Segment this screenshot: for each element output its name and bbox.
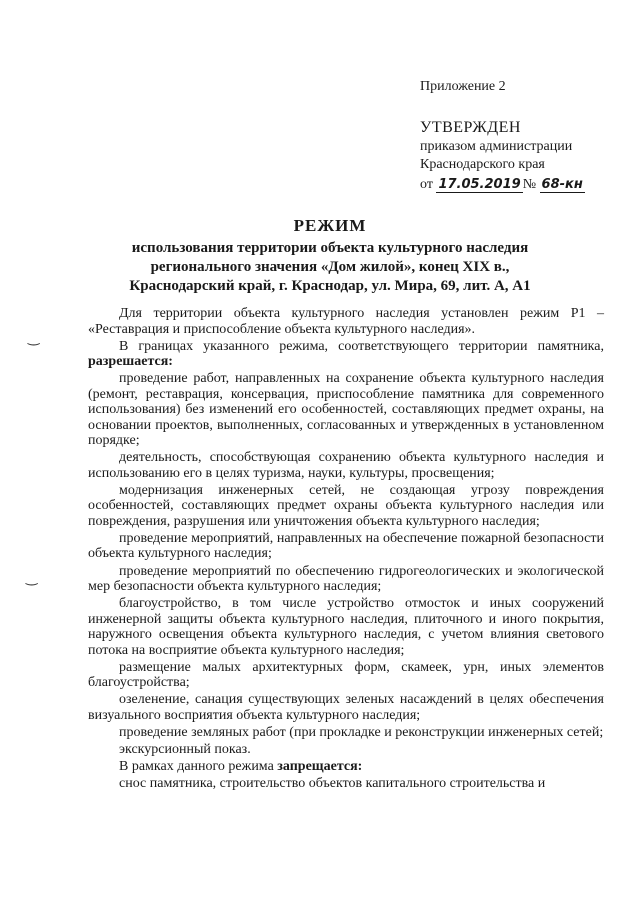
approved-stamp-text: УТВЕРЖДЕН (420, 119, 521, 136)
order-number-sign: № (522, 177, 537, 192)
list-item: проведение мероприятий по обеспечению гидрогеологических и экологической мер безопасности объекта культурного наследия; (88, 563, 604, 595)
document-title (110, 216, 550, 296)
order-number: 68-кн (541, 177, 583, 192)
allowed-keyword: разрешается: (88, 354, 173, 370)
prohibited-intro-text: В рамках данного режима (119, 759, 274, 775)
prohibited-keyword: запрещается: (277, 759, 363, 775)
appendix-label: Приложение 2 (420, 79, 506, 94)
list-item: проведение работ, направленных на сохранение объекта культурного наследия (ремонт, реставрация, консервация, приспособление памятника для современного использования) без изменений его особенностей, составляющих предмет охраны, на основании проектов, выполненных, согласованных и утвержденных в установленном порядке; (88, 371, 604, 449)
title-main: РЕЖИМ (293, 216, 367, 235)
paragraph-last: снос памятника, строительство объектов капитального строительства и (119, 776, 546, 792)
allowed-intro-text: В границах указанного режима, соответствующего территории памятника, (119, 338, 604, 354)
approval-line-1: приказом администрации (420, 139, 573, 154)
list-item: благоустройство, в том числе устройство отмосток и иных сооружений инженерной защиты объекта культурного наследия, плиточного и иного покрытия, наружного освещения объекта культурного наследия, с учетом влияния светового потока на восприятие объекта культурного наследия; (88, 596, 604, 658)
paragraph-allowed-intro (88, 339, 604, 370)
list-item: озеленение, санация существующих зеленых насаждений в целях обеспечения визуального восприятия объекта культурного наследия; (88, 692, 604, 723)
paragraph-prohibited-intro (88, 759, 604, 775)
list-item: проведение земляных работ (при прокладке и реконструкции инженерных сетей; (119, 724, 604, 740)
order-date: 17.05.2019 (438, 177, 521, 192)
margin-mark-icon: ‿ (28, 330, 40, 346)
paragraph-regime: Для территории объекта культурного наследия установлен режим Р1 – «Реставрация и приспособление объекта культурного наследия». (88, 306, 604, 337)
approval-line-2: Краснодарского края (420, 157, 545, 172)
list-item: деятельность, способствующая сохранению объекта культурного наследия и использованию его в целях туризма, науки, культуры, просвещения; (88, 450, 604, 481)
approval-block (420, 78, 620, 194)
title-line-3: Краснодарский край, г. Краснодар, ул. Мира, 69, лит. А, А1 (129, 278, 531, 294)
order-line (420, 176, 620, 194)
order-from-prefix: от (420, 177, 433, 192)
list-item: модернизация инженерных сетей, не создающая угрозу повреждения особенностей, составляющих предмет охраны объекта культурного наследия или повреждения, разрушения или уничтожения объекта культурного наследия; (88, 482, 604, 529)
list-item: экскурсионный показ. (119, 742, 251, 758)
title-line-1: использования территории объекта культурного наследия (131, 240, 529, 256)
document-body (88, 306, 604, 793)
margin-mark-icon: ‿ (26, 570, 38, 586)
title-line-2: регионального значения «Дом жилой», конец XIX в., (150, 259, 510, 275)
list-item: размещение малых архитектурных форм, скамеек, урн, иных элементов благоустройства; (88, 659, 604, 691)
list-item: проведение мероприятий, направленных на обеспечение пожарной безопасности объекта культурного наследия; (88, 530, 604, 562)
